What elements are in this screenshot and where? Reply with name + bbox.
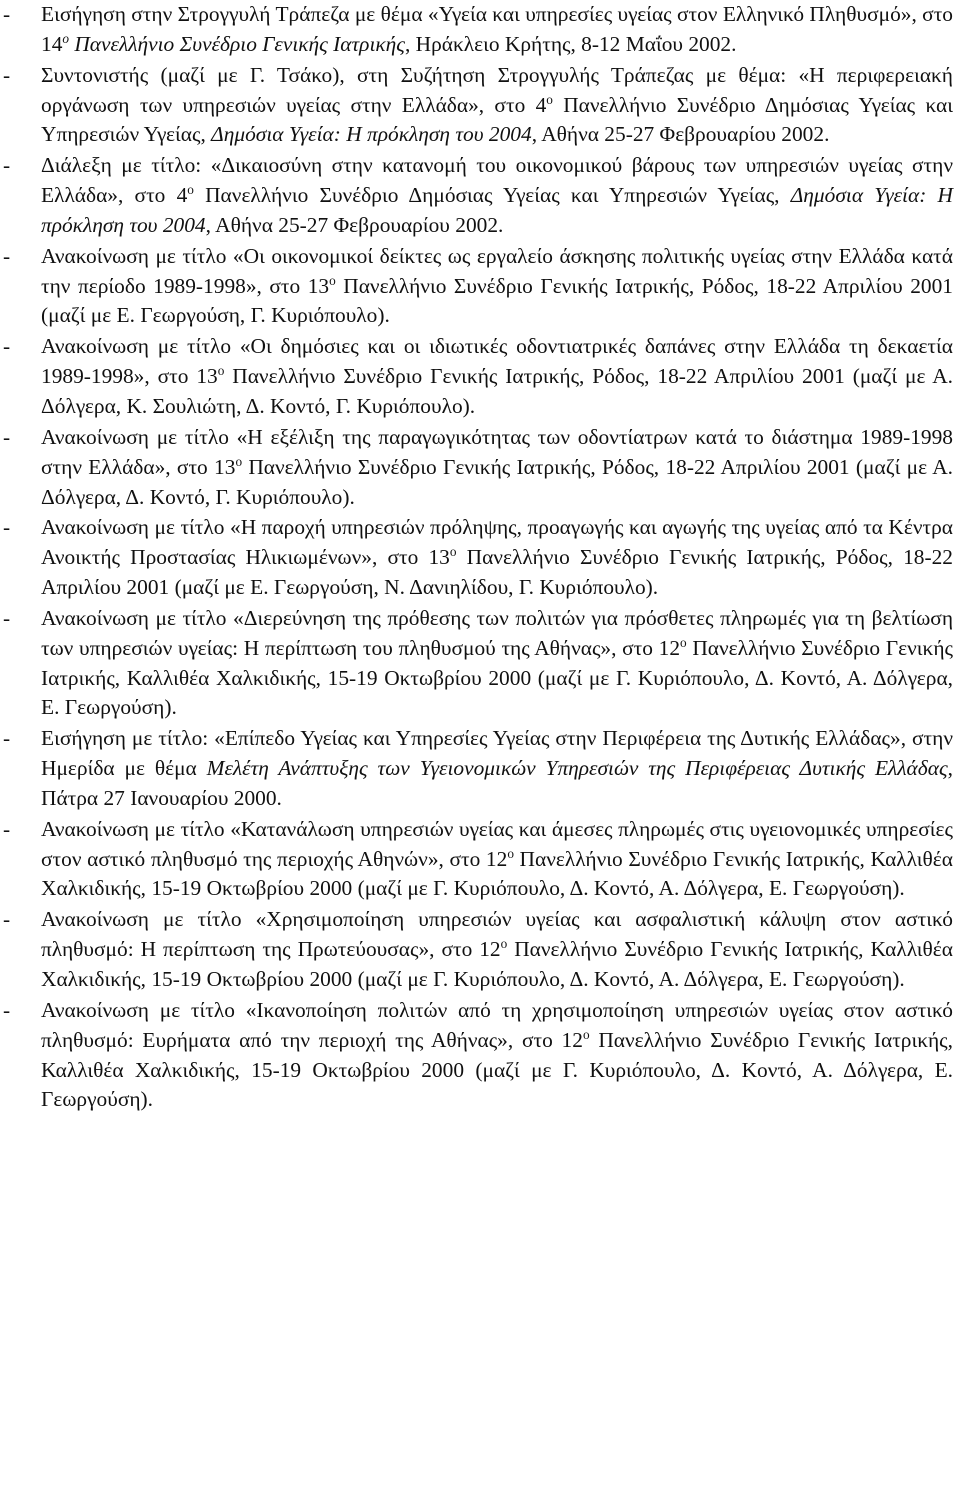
entry-text-segment: Ανακοίνωση με τίτλο «Η παροχή υπηρεσιών πρόληψης, προαγωγής και αγωγής της υγείας από τα Κέντρα Ανοικτής Προστασίας Ηλικιωμένων», στο 13 (41, 515, 953, 570)
list-item (3, 724, 953, 814)
entry-text-segment: Εισήγηση στην Στρογγυλή Τράπεζα με θέμα «Υγεία και υπηρεσίες υγείας στον Ελληνικό Πληθυσμό», στο 14 (41, 2, 953, 56)
entry-text-segment: Πανελλήνιο Συνέδριο Δημόσιας Υγείας και Υπηρεσιών Υγείας, (41, 92, 953, 147)
list-bullet: - (3, 153, 11, 178)
entry-text-segment: Πανελλήνιο Συνέδριο Γενικής Ιατρικής, Ρόδος, 18-22 Απριλίου 2001 (μαζί με Α. Δόλγερα, Κ. Σουλιώτη, Δ. Κοντό, Γ. Κυριόπουλο). (41, 364, 953, 418)
italic-title: Μελέτη Ανάπτυξης των Υγειονομικών Υπηρεσιών της Περιφέρειας Δυτικής Ελλάδας (206, 756, 948, 781)
entry-text-segment: , Πάτρα 27 Ιανουαρίου 2000. (41, 756, 953, 810)
entry-text-segment: Πανελλήνιο Συνέδριο Δημόσιας Υγείας και Υπηρεσιών Υγείας, (193, 183, 791, 208)
entry-text-segment: Εισήγηση με τίτλο: «Επίπεδο Υγείας και Υπηρεσίες Υγείας στην Περιφέρεια της Δυτικής Ελλάδας», στην Ημερίδα με θέμα (41, 726, 953, 781)
list-bullet: - (3, 62, 11, 87)
list-item (3, 905, 953, 995)
italic-title: Δημόσια Υγεία: Η πρόκληση του 2004 (41, 183, 953, 237)
ordinal-superscript: ο (500, 936, 508, 952)
list-bullet: - (3, 243, 11, 268)
entry-text-segment: , Ηράκλειο Κρήτης, 8-12 Μαΐου 2002. (404, 31, 737, 56)
entry-text (41, 817, 953, 901)
entry-text-segment: Ανακοίνωση με τίτλο «Οι οικονομικοί δείκτες ως εργαλείο άσκησης πολιτικής υγείας στην Ελλάδα κατά την περίοδο 1989-1998», στο 13 (41, 243, 953, 298)
list-item (3, 604, 953, 723)
entry-text-segment: Συντονιστής (μαζί με Γ. Τσάκο), στη Συζήτηση Στρογγυλής Τράπεζας με θέμα: «Η περιφερειακή οργάνωση των υπηρεσιών υγείας στην Ελλάδα», στο 4 (41, 62, 953, 117)
ordinal-superscript: ο (582, 1026, 590, 1042)
list-item (3, 332, 953, 422)
list-bullet: - (3, 515, 11, 540)
list-item (3, 423, 953, 513)
list-item (3, 242, 953, 332)
entry-text-segment: Ανακοίνωση με τίτλο «Διερεύνηση της πρόθεσης των πολιτών για πρόσθετες πληρωμές για τη βελτίωση των υπηρεσιών υγείας: Η περίπτωση του πληθυσμού της Αθήνας», στο 12 (41, 605, 953, 660)
entry-text-segment: Πανελλήνιο Συνέδριο Γενικής Ιατρικής, Καλλιθέα Χαλκιδικής, 15-19 Οκτωβρίου 2000 (μαζί με Γ. Κυριόπουλο, Δ. Κοντό, Α. Δόλγερα, Ε. Γεωργούση). (41, 635, 953, 720)
list-bullet: - (3, 2, 11, 26)
list-item (3, 61, 953, 151)
entry-text-segment: Πανελλήνιο Συνέδριο Γενικής Ιατρικής, Ρόδος, 18-22 Απριλίου 2001 (μαζί με Ε. Γεωργούση, Γ. Κυριόπουλο). (41, 273, 953, 328)
entry-text-segment: Διάλεξη με τίτλο: «Δικαιοσύνη στην κατανομή του οικονομικού βάρους των υπηρεσιών υγείας στην Ελλάδα», στο 4 (41, 153, 953, 208)
entry-text-segment: Ανακοίνωση με τίτλο «Κατανάλωση υπηρεσιών υγείας και άμεσες πληρωμές στις υγειονομικές υπηρεσίες στον αστικό πληθυσμό της περιοχής Αθηνών», στο 12 (41, 816, 953, 871)
ordinal-superscript: ο (546, 91, 553, 107)
italic-title: Δημόσια Υγεία: Η πρόκληση του 2004 (211, 122, 532, 147)
list-bullet: - (3, 816, 11, 841)
entry-text (41, 153, 953, 237)
list-item (3, 996, 953, 1115)
list-item (3, 513, 953, 603)
ordinal-superscript: ο (680, 634, 687, 650)
ordinal-superscript: ο (217, 363, 225, 379)
list-bullet: - (3, 605, 11, 630)
list-item (3, 151, 953, 241)
entry-text-segment: Ανακοίνωση με τίτλο «Ικανοποίηση πολιτών από τη χρησιμοποίηση υπηρεσιών υγείας στον αστικό πληθυσμό: Ευρήματα από την περιοχή της Αθήνας», στο 12 (41, 997, 953, 1052)
entry-text (41, 726, 953, 810)
entry-text (41, 63, 953, 147)
entry-text (41, 907, 953, 991)
list-item (3, 815, 953, 905)
entry-text (41, 334, 953, 418)
entry-text-segment: Ανακοίνωση με τίτλο «Οι δημόσιες και οι ιδιωτικές οδοντιατρικές δαπάνες στην Ελλάδα τη δεκαετία 1989-1998», στο 13 (41, 334, 953, 389)
ordinal-superscript: ο (449, 544, 457, 560)
presentations-list (3, 0, 953, 1115)
entry-text-segment: Πανελλήνιο Συνέδριο Γενικής Ιατρικής, Ρόδος, 18-22 Απριλίου 2001 (μαζί με Α. Δόλγερα, Δ. Κοντό, Γ. Κυριόπουλο). (41, 454, 953, 509)
entry-text-segment: Πανελλήνιο Συνέδριο Γενικής Ιατρικής, Καλλιθέα Χαλκιδικής, 15-19 Οκτωβρίου 2000 (μαζί με Γ. Κυριόπουλο, Δ. Κοντό, Α. Δόλγερα, Ε. Γεωργούση). (41, 1027, 953, 1112)
ordinal-superscript: ο (329, 272, 336, 288)
list-bullet: - (3, 997, 11, 1022)
ordinal-superscript: ο (507, 845, 514, 861)
list-bullet: - (3, 907, 11, 932)
entry-text (41, 2, 953, 56)
entry-text-segment: Πανελλήνιο Συνέδριο Γενικής Ιατρικής, Καλλιθέα Χαλκιδικής, 15-19 Οκτωβρίου 2000 (μαζί με Γ. Κυριόπουλο, Δ. Κοντό, Α. Δόλγερα, Ε. Γεωργούση). (41, 937, 953, 991)
entry-text-segment: , Αθήνα 25-27 Φεβρουαρίου 2002. (205, 212, 504, 237)
entry-text (41, 425, 953, 509)
list-bullet: - (3, 726, 11, 751)
entry-text (41, 515, 953, 599)
ordinal-superscript: ο (62, 30, 70, 46)
list-item (3, 0, 953, 60)
list-bullet: - (3, 424, 11, 449)
entry-text-segment: Ανακοίνωση με τίτλο «Η εξέλιξη της παραγωγικότητας των οδοντίατρων κατά το διάστημα 1989-1998 στην Ελλάδα», στο 13 (41, 424, 953, 479)
list-bullet: - (3, 334, 11, 359)
italic-title: Πανελλήνιο Συνέδριο Γενικής Ιατρικής (69, 31, 405, 56)
entry-text-segment: Πανελλήνιο Συνέδριο Γενικής Ιατρικής, Καλλιθέα Χαλκιδικής, 15-19 Οκτωβρίου 2000 (μαζί με Γ. Κυριόπουλο, Δ. Κοντό, Α. Δόλγερα, Ε. Γεωργούση). (41, 846, 953, 901)
entry-text (41, 998, 953, 1112)
entry-text (41, 606, 953, 720)
ordinal-superscript: ο (235, 453, 243, 469)
entry-text-segment: Ανακοίνωση με τίτλο «Χρησιμοποίηση υπηρεσιών υγείας και ασφαλιστική κάλυψη στον αστικό πληθυσμό: Η περίπτωση της Πρωτεύουσας», στο 12 (41, 907, 953, 962)
entry-text-segment: , Αθήνα 25-27 Φεβρουαρίου 2002. (531, 122, 830, 147)
entry-text (41, 244, 953, 328)
ordinal-superscript: ο (187, 182, 194, 198)
entry-text-segment: Πανελλήνιο Συνέδριο Γενικής Ιατρικής, Ρόδος, 18-22 Απριλίου 2001 (μαζί με Ε. Γεωργούση, Ν. Δανιηλίδου, Γ. Κυριόπουλο). (41, 545, 953, 600)
